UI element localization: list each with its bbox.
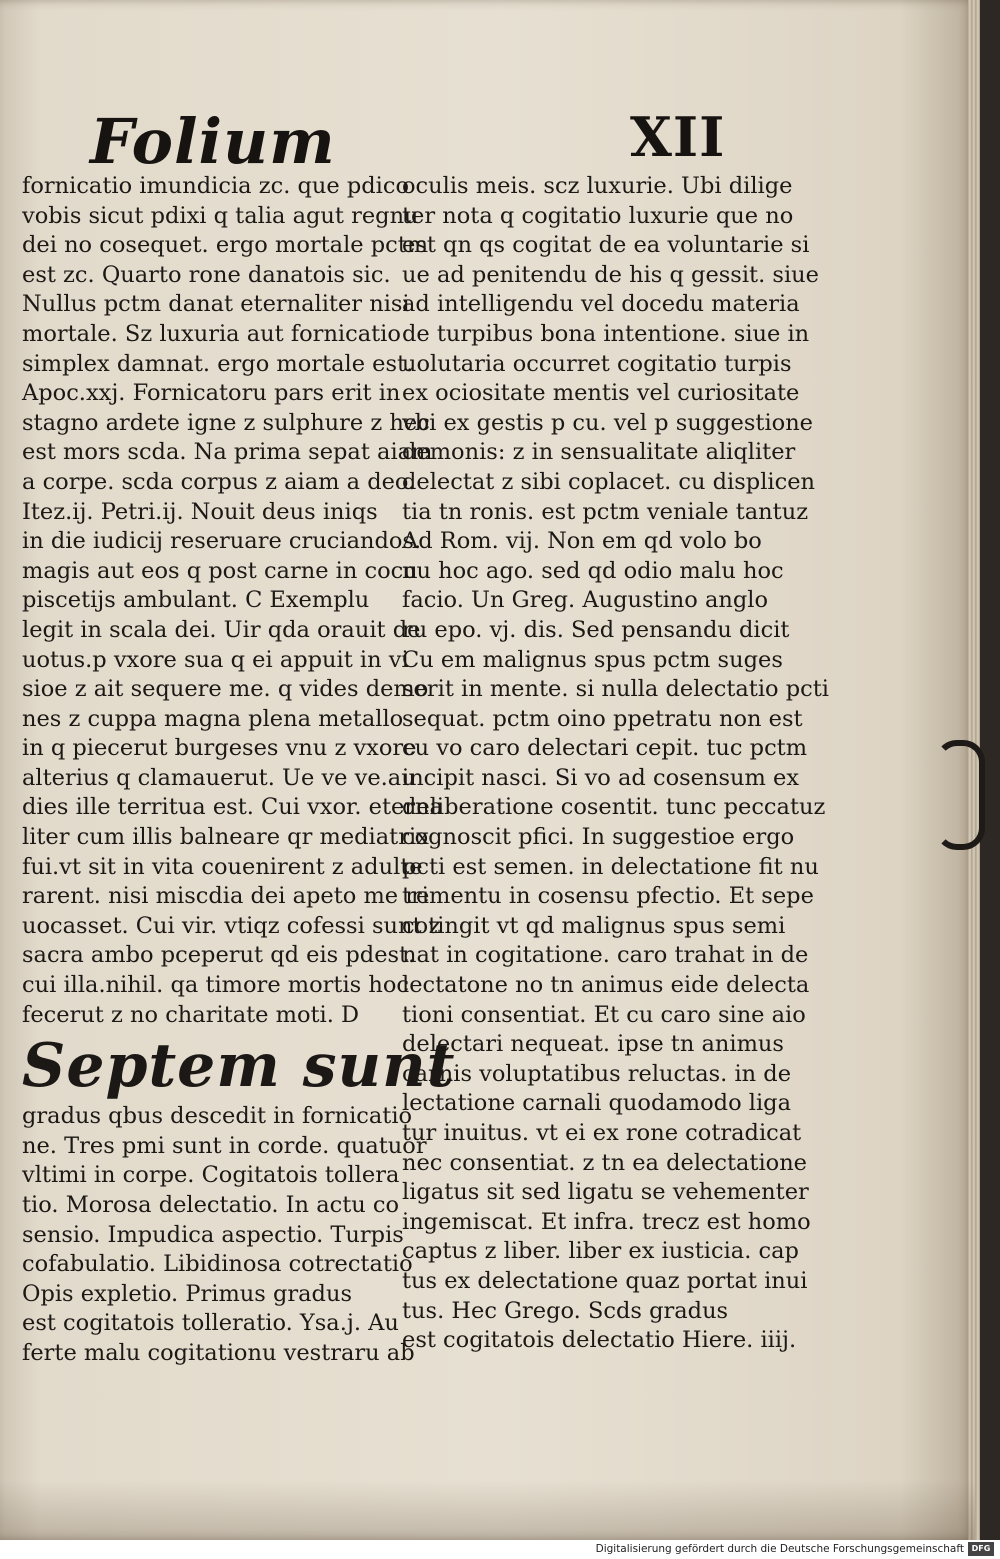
text-line: liter cum illis balneare qr mediatrix: [22, 824, 429, 851]
text-line: nat in cogitatione. caro trahat in de: [402, 942, 809, 969]
text-line: fui.vt sit in vita couenirent z adulte: [22, 853, 423, 880]
right-column: [402, 172, 829, 1356]
text-line: tia tn ronis. est pctm veniale tantuz: [402, 498, 809, 525]
text-line: dei no cosequet. ergo mortale pctm: [22, 232, 429, 259]
text-line: ne. Tres pmi sunt in corde. quatuor: [22, 1132, 427, 1159]
text-line: oculis meis. scz luxurie. Ubi dilige: [402, 173, 793, 199]
text-line: Ad Rom. vij. Non em qd volo bo: [402, 528, 762, 555]
text-line: uolutaria occurret cogitatio turpis: [402, 350, 792, 377]
text-line: uotus.p vxore sua q ei appuit in vi: [22, 646, 409, 673]
text-line: ex ociositate mentis vel curiositate: [402, 380, 800, 407]
text-line: ferte malu cogitationu vestraru ab: [22, 1339, 415, 1366]
text-line: Apoc.xxj. Fornicatoru pars erit in: [22, 380, 401, 407]
text-line: de turpibus bona intentione. siue in: [402, 320, 810, 347]
text-line: nec consentiat. z tn ea delectatione: [402, 1149, 807, 1176]
text-line: in die iudicij reseruare cruciandos.: [22, 528, 422, 555]
text-line: tio. Morosa delectatio. In actu co: [22, 1192, 400, 1218]
text-line: delectari nequeat. ipse tn animus: [402, 1031, 784, 1058]
text-line: tus. Hec Grego. Scds gradus: [402, 1297, 729, 1324]
text-line: nes z cuppa magna plena metallo: [22, 705, 404, 732]
text-line: gradus qbus descedit in fornicatio: [22, 1103, 413, 1130]
text-line: vobis sicut pdixi q talia agut regnu: [22, 202, 419, 229]
text-line: sensio. Impudica aspectio. Turpis: [22, 1221, 404, 1248]
text-line: Itez.ij. Petri.ij. Nouit deus iniqs: [22, 498, 378, 525]
text-line: legit in scala dei. Uir qda orauit de: [22, 616, 421, 643]
text-line: in q piecerut burgeses vnu z vxore: [22, 735, 417, 762]
text-line: est zc. Quarto rone danatois sic.: [22, 261, 391, 288]
text-line: Nullus pctm danat eternaliter nisi: [22, 291, 410, 318]
text-line: cofabulatio. Libidinosa cotrectatio: [22, 1251, 413, 1278]
text-line: a corpe. scda corpus z aiam a deo.: [22, 468, 416, 495]
text-line: trimentu in cosensu pfectio. Et sepe: [402, 883, 814, 910]
text-line: fecerut z no charitate moti. D: [22, 1001, 360, 1028]
text-line: ue ad penitendu de his q gessit. siue: [402, 261, 819, 288]
folio-heading: Folium: [90, 105, 336, 178]
text-line: sequat. pctm oino ppetratu non est: [402, 705, 803, 732]
text-line: demonis: z in sensualitate aliqliter: [402, 439, 796, 466]
text-line: est mors scda. Na prima sepat aiam: [22, 439, 433, 466]
text-line: simplex damnat. ergo mortale est.: [22, 350, 414, 377]
text-line: vbi ex gestis p cu. vel p suggestione: [402, 409, 813, 436]
text-line: sioe z ait sequere me. q vides demo: [22, 676, 429, 703]
text-line: lectatione carnali quodamodo liga: [402, 1090, 791, 1117]
text-line: vltimi in corpe. Cogitatois tollera: [22, 1162, 400, 1189]
text-line: Opis expletio. Primus gradus: [22, 1280, 352, 1307]
text-line: mortale. Sz luxuria aut fornicatio: [22, 320, 401, 347]
text-line: tus ex delectatione quaz portat inui: [402, 1267, 808, 1294]
text-line: rarent. nisi miscdia dei apeto me re: [22, 883, 430, 910]
funding-credit: Digitalisierung gefördert durch die Deutsche Forschungsgemeinschaft: [595, 1543, 964, 1555]
section-initial-heading: Septem sunt: [22, 1031, 456, 1102]
text-line: sacra ambo pceperut qd eis pdest.: [22, 942, 416, 969]
page-shadow: [0, 1480, 975, 1540]
text-line: stagno ardete igne z sulphure z hec: [22, 409, 430, 436]
text-line: piscetijs ambulant. C Exemplu: [22, 587, 370, 614]
text-line: ad intelligendu vel docedu materia: [402, 291, 800, 318]
text-line: dies ille territua est. Cui vxor. eterna: [22, 794, 443, 821]
text-line: uocasset. Cui vir. vtiqz cofessi sunt z: [22, 912, 441, 939]
text-line: Cu em malignus spus pctm suges: [402, 646, 783, 673]
text-line: cui illa.nihil. qa timore mortis hoc: [22, 972, 409, 999]
text-line: ru epo. vj. dis. Sed pensandu dicit: [402, 616, 790, 643]
text-line: tur inuitus. vt ei ex rone cotradicat: [402, 1120, 802, 1146]
text-line: captus z liber. liber ex iusticia. cap: [402, 1238, 799, 1265]
text-line: magis aut eos q post carne in cocu: [22, 557, 418, 584]
text-line: carnis voluptatibus reluctas. in de: [402, 1060, 792, 1087]
text-line: ingemiscat. Et infra. trecz est homo: [402, 1208, 811, 1235]
text-line: ter nota q cogitatio luxurie que no: [402, 202, 794, 229]
text-line: facio. Un Greg. Augustino anglo: [402, 587, 769, 614]
text-line: est qn qs cogitat de ea voluntarie si: [402, 232, 810, 259]
text-line: incipit nasci. Si vo ad cosensum ex: [402, 764, 800, 791]
text-line: lectatone no tn animus eide delecta: [402, 972, 810, 999]
dfg-logo: DFG: [968, 1542, 994, 1556]
text-line: cognoscit pfici. In suggestioe ergo: [402, 824, 795, 851]
text-line: pcti est semen. in delectatione fit nu: [402, 853, 819, 880]
text-line: alterius q clamauerut. Ue ve ve.au: [22, 764, 416, 791]
footer-bar: [0, 1540, 1000, 1559]
left-column: [22, 172, 456, 1369]
text-line: fornicatio imundicia zc. que pdico: [22, 173, 410, 199]
text-line: cotingit vt qd malignus spus semi: [402, 912, 786, 939]
folio-number: XII: [630, 105, 726, 169]
text-line: tioni consentiat. Et cu caro sine aio: [402, 1001, 806, 1028]
book-clip: [935, 740, 985, 850]
text-line: cu vo caro delectari cepit. tuc pctm: [402, 735, 808, 762]
text-line: ligatus sit sed ligatu se vehementer: [402, 1179, 809, 1206]
text-line: serit in mente. si nulla delectatio pcti: [402, 676, 829, 703]
text-line: delectat z sibi coplacet. cu displicen: [402, 468, 815, 495]
text-line: deliberatione cosentit. tunc peccatuz: [402, 794, 826, 821]
text-line: est cogitatois tolleratio. Ysa.j. Au: [22, 1310, 399, 1337]
text-line: est cogitatois delectatio Hiere. iiij.: [402, 1327, 797, 1354]
text-line: nu hoc ago. sed qd odio malu hoc: [402, 557, 784, 584]
